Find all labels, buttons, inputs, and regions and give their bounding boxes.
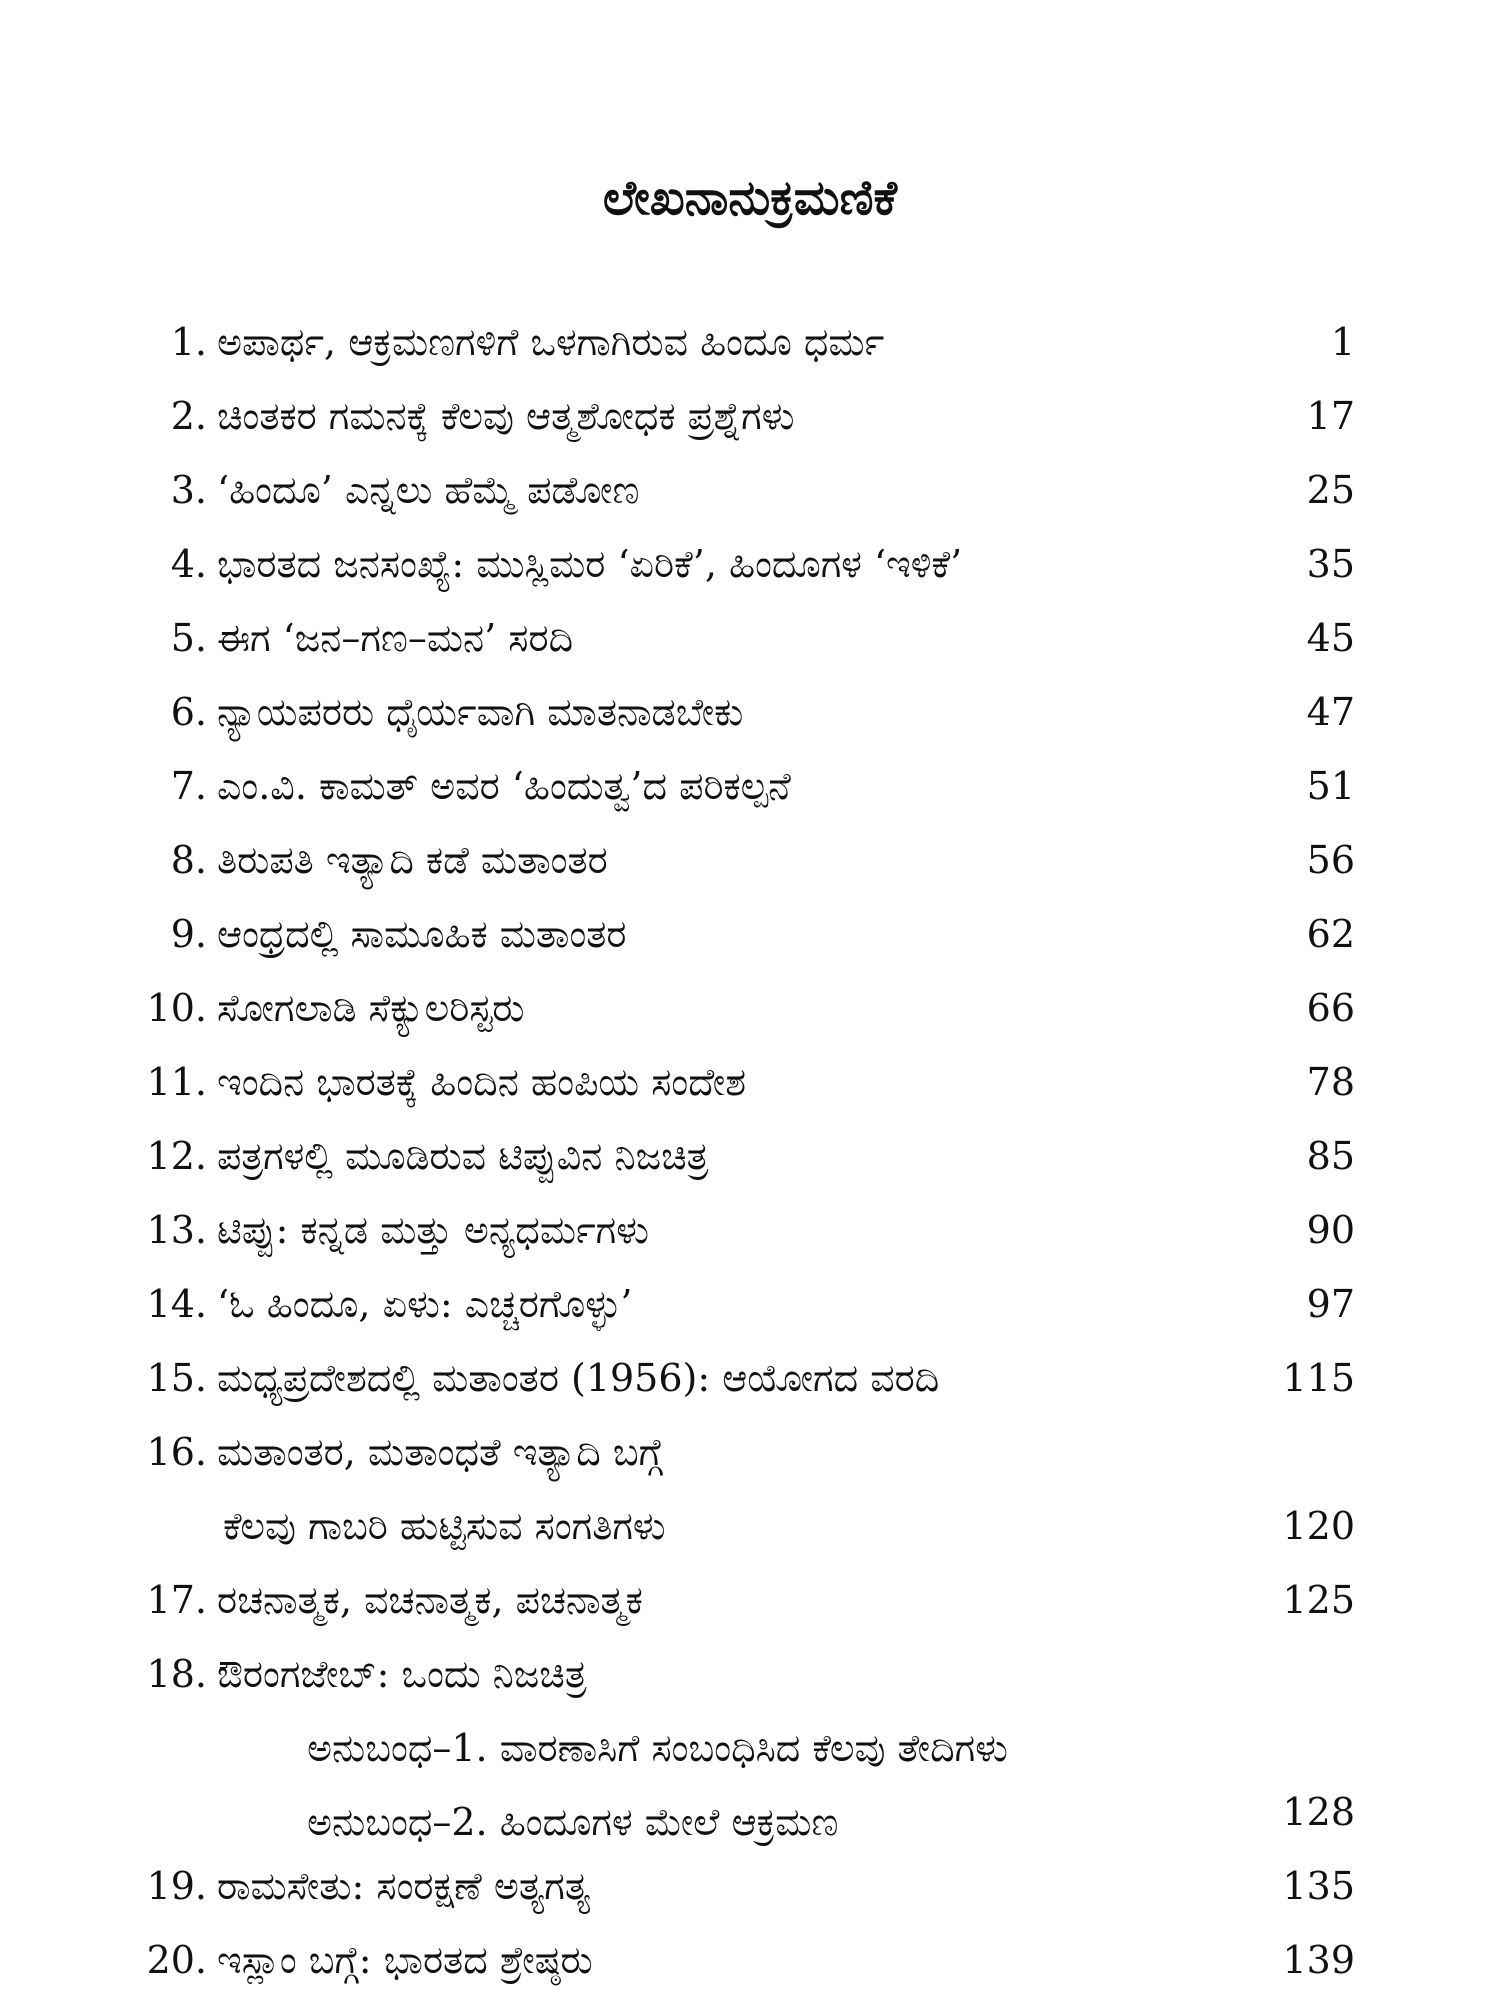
toc-entry — [145, 1563, 1355, 1637]
toc-entry-number: 17. — [146, 1578, 207, 1622]
toc-entry-page-number: 56 — [1306, 838, 1355, 882]
toc-entry-title-line: ಚಿಂತಕರ ಗಮನಕ್ಕೆ ಕೆಲವು ಆತ್ಮಶೋಧಕ ಪ್ರಶ್ನೆಗಳು — [217, 394, 795, 438]
toc-entry — [145, 453, 1355, 527]
toc-entry-title — [217, 1341, 939, 1415]
toc-entry-number: 1. — [170, 320, 207, 364]
toc-entry — [145, 601, 1355, 675]
toc-entry-number: 7. — [170, 764, 207, 808]
toc-entry-number: 8. — [170, 838, 207, 882]
toc-entry-page-number: 85 — [1306, 1134, 1355, 1178]
toc-entry-page-number: 120 — [1282, 1504, 1355, 1548]
toc-entry-title — [217, 601, 573, 675]
toc-entry-title — [217, 527, 962, 601]
toc-entry — [145, 1193, 1355, 1267]
toc-entry-title — [217, 453, 639, 527]
toc-entry-title — [217, 971, 524, 1045]
table-of-contents — [145, 305, 1355, 1997]
toc-entry-title-line: ರಾಮಸೇತು: ಸಂರಕ್ಷಣೆ ಅತ್ಯಗತ್ಯ — [217, 1864, 591, 1908]
toc-entry-title — [217, 1923, 593, 1997]
toc-entry — [145, 749, 1355, 823]
toc-entry-page-number: 139 — [1282, 1938, 1355, 1982]
toc-entry — [145, 379, 1355, 453]
toc-entry — [145, 1119, 1355, 1193]
toc-entry-title-line: ಅಪಾರ್ಥ, ಆಕ್ರಮಣಗಳಿಗೆ ಒಳಗಾಗಿರುವ ಹಿಂದೂ ಧರ್ಮ — [217, 320, 885, 364]
toc-entry — [145, 823, 1355, 897]
toc-entry-number: 10. — [146, 986, 207, 1030]
toc-entry-number: 12. — [146, 1134, 207, 1178]
toc-entry-title — [217, 379, 794, 453]
toc-entry-title-line: ಪತ್ರಗಳಲ್ಲಿ ಮೂಡಿರುವ ಟಿಪ್ಪುವಿನ ನಿಜಚಿತ್ರ — [217, 1134, 709, 1178]
toc-entry-page-number: 128 — [1282, 1790, 1355, 1834]
toc-entry-title — [217, 1193, 649, 1267]
toc-entry-number: 16. — [146, 1430, 207, 1474]
toc-entry-number: 20. — [146, 1938, 207, 1982]
toc-entry-title-line: ಕೆಲವು ಗಾಬರಿ ಹುಟ್ಟಿಸುವ ಸಂಗತಿಗಳು — [223, 1504, 666, 1548]
toc-entry-number: 4. — [170, 542, 207, 586]
toc-entry — [145, 1045, 1355, 1119]
page-title: ಲೇಖನಾನುಕ್ರಮಣಿಕೆ — [602, 170, 898, 226]
toc-entry-title — [217, 1267, 632, 1341]
toc-entry-page-number: 62 — [1306, 912, 1355, 956]
toc-entry-page-number: 47 — [1306, 690, 1355, 734]
toc-entry-page-number: 25 — [1306, 468, 1355, 512]
toc-entry-page-number: 66 — [1306, 986, 1355, 1030]
toc-entry-page-number: 35 — [1306, 542, 1355, 586]
toc-entry-number: 5. — [170, 616, 207, 660]
toc-entry-number: 6. — [170, 690, 207, 734]
toc-entry — [145, 305, 1355, 379]
toc-entry-number: 2. — [170, 394, 207, 438]
toc-entry — [145, 1267, 1355, 1341]
toc-entry-page-number: 97 — [1306, 1282, 1355, 1326]
toc-entry-title-line: ಇಸ್ಲಾಂ ಬಗ್ಗೆ: ಭಾರತದ ಶ್ರೇಷ್ಠರು — [217, 1938, 593, 1982]
toc-entry-page-number: 78 — [1306, 1060, 1355, 1104]
toc-entry-title — [217, 823, 608, 897]
toc-entry-title-line: ಎಂ.ವಿ. ಕಾಮತ್ ಅವರ ‘ಹಿಂದುತ್ವ’ದ ಪರಿಕಲ್ಪನೆ — [217, 764, 791, 808]
toc-entry-title — [217, 1415, 666, 1563]
toc-entry-title-line: ಮತಾಂತರ, ಮತಾಂಧತೆ ಇತ್ಯಾದಿ ಬಗ್ಗೆ — [217, 1430, 663, 1474]
toc-entry-page-number: 125 — [1282, 1578, 1355, 1622]
toc-entry-page-number: 135 — [1282, 1864, 1355, 1908]
toc-entry — [145, 527, 1355, 601]
toc-entry-title — [217, 675, 743, 749]
toc-entry-page-number: 90 — [1306, 1208, 1355, 1252]
toc-entry-title-line: ಅನುಬಂಧ–1. ವಾರಣಾಸಿಗೆ ಸಂಬಂಧಿಸಿದ ಕೆಲವು ತೇದಿಗಳು — [307, 1726, 1008, 1770]
toc-entry-title-line: ‘ಓ ಹಿಂದೂ, ಏಳು: ಎಚ್ಚರಗೊಳ್ಳು’ — [217, 1282, 633, 1326]
toc-entry — [145, 1341, 1355, 1415]
toc-entry-title-line: ಈಗ ‘ಜನ–ಗಣ–ಮನ’ ಸರದಿ — [217, 616, 574, 660]
toc-entry-title — [217, 305, 884, 379]
toc-entry-title — [217, 1849, 590, 1923]
toc-entry-title-line: ಮಧ್ಯಪ್ರದೇಶದಲ್ಲಿ ಮತಾಂತರ (1956): ಆಯೋಗದ ವರದಿ — [217, 1356, 940, 1400]
toc-entry — [145, 971, 1355, 1045]
toc-entry-title-line: ಅನುಬಂಧ–2. ಹಿಂದೂಗಳ ಮೇಲೆ ಆಕ್ರಮಣ — [307, 1800, 839, 1844]
toc-entry — [145, 1923, 1355, 1997]
toc-entry-title-line: ತಿರುಪತಿ ಇತ್ಯಾದಿ ಕಡೆ ಮತಾಂತರ — [217, 838, 608, 882]
toc-entry-number: 13. — [146, 1208, 207, 1252]
toc-entry-number: 3. — [170, 468, 207, 512]
toc-entry-title-line: ರಚನಾತ್ಮಕ, ವಚನಾತ್ಮಕ, ಪಚನಾತ್ಮಕ — [217, 1578, 643, 1622]
toc-entry-title — [217, 1637, 1008, 1859]
toc-entry — [145, 1415, 1355, 1563]
toc-entry-title-line: ಸೋಗಲಾಡಿ ಸೆಕ್ಯುಲರಿಸ್ಟರು — [217, 986, 525, 1030]
toc-entry-page-number: 51 — [1306, 764, 1355, 808]
toc-entry — [145, 897, 1355, 971]
toc-entry-number: 19. — [146, 1864, 207, 1908]
toc-entry-title — [217, 1563, 643, 1637]
toc-entry-number: 11. — [146, 1060, 207, 1104]
toc-entry-number: 15. — [146, 1356, 207, 1400]
toc-entry-page-number: 115 — [1282, 1356, 1355, 1400]
toc-entry-page-number: 17 — [1306, 394, 1355, 438]
toc-entry-title-line: ‘ಹಿಂದೂ’ ಎನ್ನಲು ಹೆಮ್ಮೆ ಪಡೋಣ — [217, 468, 640, 512]
toc-entry-title-line: ಆಂಧ್ರದಲ್ಲಿ ಸಾಮೂಹಿಕ ಮತಾಂತರ — [217, 912, 627, 956]
toc-entry-number: 18. — [146, 1652, 207, 1696]
toc-entry-title-line: ನ್ಯಾಯಪರರು ಧೈರ್ಯವಾಗಿ ಮಾತನಾಡಬೇಕು — [217, 690, 744, 734]
toc-entry-title — [217, 1119, 708, 1193]
toc-entry-page-number: 45 — [1306, 616, 1355, 660]
toc-entry — [145, 1637, 1355, 1849]
toc-entry-title — [217, 897, 627, 971]
toc-entry-title — [217, 749, 791, 823]
toc-entry-number: 14. — [146, 1282, 207, 1326]
toc-entry-title — [217, 1045, 746, 1119]
toc-entry-number: 9. — [170, 912, 207, 956]
toc-entry-title-line: ಔರಂಗಜೇಬ್: ಒಂದು ನಿಜಚಿತ್ರ — [217, 1652, 587, 1696]
toc-entry-title-line: ಭಾರತದ ಜನಸಂಖ್ಯೆ: ಮುಸ್ಲಿಮರ ‘ಏರಿಕೆ’, ಹಿಂದೂಗಳ ‘ಇಳಿಕೆ’ — [217, 542, 963, 586]
toc-entry-title-line: ಇಂದಿನ ಭಾರತಕ್ಕೆ ಹಿಂದಿನ ಹಂಪಿಯ ಸಂದೇಶ — [217, 1060, 747, 1104]
toc-entry-title-line: ಟಿಪ್ಪು: ಕನ್ನಡ ಮತ್ತು ಅನ್ಯಧರ್ಮಗಳು — [217, 1208, 649, 1252]
toc-entry — [145, 1849, 1355, 1923]
toc-entry-page-number: 1 — [1330, 320, 1355, 364]
toc-entry — [145, 675, 1355, 749]
